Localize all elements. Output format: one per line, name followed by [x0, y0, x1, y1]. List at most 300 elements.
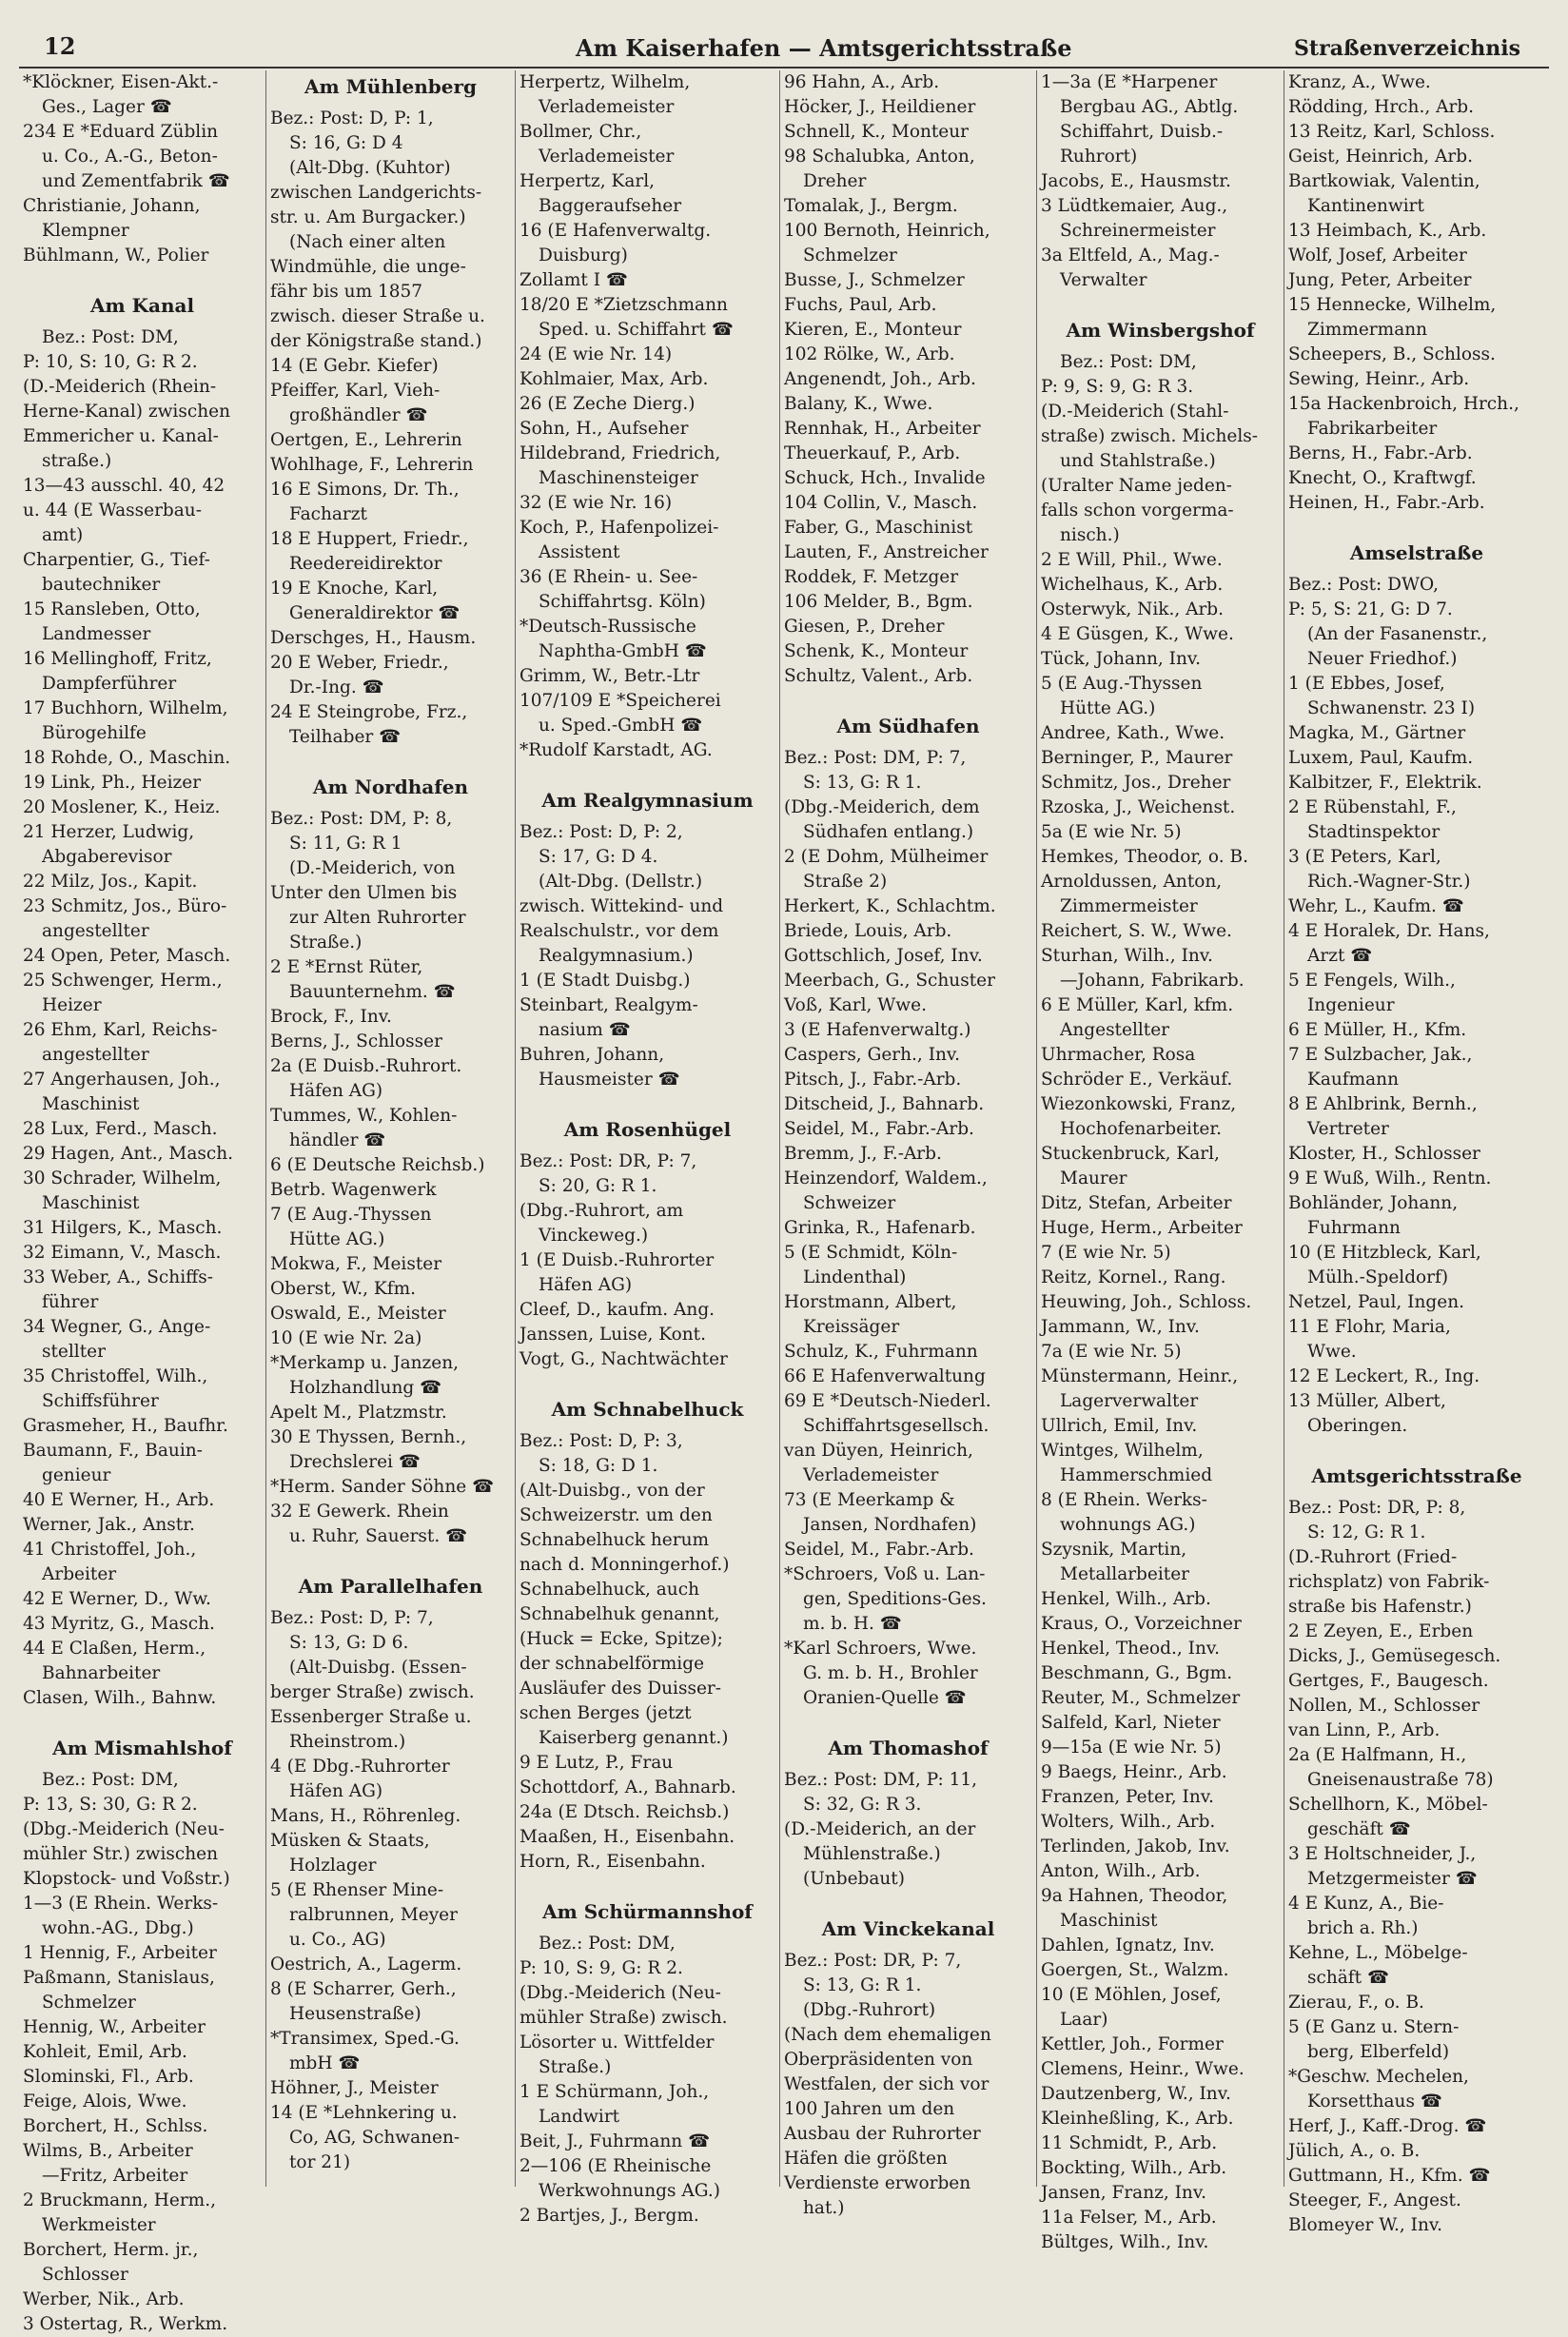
entry-line: *Transimex, Sped.-G. [270, 2029, 460, 2049]
entry-continuation: bautechniker [42, 575, 161, 595]
entry-continuation: u. Co., AG) [289, 1930, 386, 1950]
entry-line: 34 Wegner, G., Ange- [23, 1317, 211, 1337]
entry-continuation: S: 20, G: R 1. [539, 1176, 657, 1196]
entry-line: Sturhan, Wilh., Inv. [1041, 946, 1213, 966]
entry-continuation: Dampferführer [42, 674, 177, 694]
entry-line: 15 Hennecke, Wilhelm, [1288, 295, 1497, 315]
entry-line: 106 Melder, B., Bgm. [784, 592, 973, 612]
entry-line: Berns, J., Schlosser [270, 1031, 442, 1051]
entry-line: 40 E Werner, H., Arb. [23, 1490, 215, 1510]
entry-continuation: S: 12, G: R 1. [1307, 1522, 1426, 1542]
entry-continuation: Verlademeister [803, 1465, 939, 1485]
entry-line: Koch, P., Hafenpolizei- [519, 518, 719, 538]
entry-line: str. u. Am Burgacker.) [270, 207, 466, 227]
entry-line: Zollamt I ☎ [519, 270, 628, 290]
entry-line: Seidel, M., Fabr.-Arb. [784, 1540, 974, 1560]
column-1 [19, 70, 266, 2334]
entry-line: Lauten, F., Anstreicher [784, 542, 989, 562]
entry-continuation: Ges., Lager ☎ [42, 97, 172, 117]
entry-line: Giesen, P., Dreher [784, 617, 945, 637]
entry-line: Jacobs, E., Hausmstr. [1041, 171, 1231, 191]
entry-line: 2—106 (E Rheinische [519, 2156, 712, 2176]
entry-line: Schnabelhuck herum [519, 1530, 710, 1550]
entry-line: Blomeyer W., Inv. [1288, 2215, 1443, 2235]
entry-line: mühler Str.) zwischen [23, 1844, 218, 1864]
street-heading: Am Nordhafen [312, 776, 469, 798]
entry-continuation: (Dbg.-Ruhrort) [803, 2000, 936, 2020]
entry-line: 104 Collin, V., Masch. [784, 493, 978, 513]
entry-line: Dautzenberg, W., Inv. [1041, 2084, 1231, 2104]
entry-line: Kloster, H., Schlosser [1288, 1144, 1480, 1164]
entry-line: Schenk, K., Monteur [784, 641, 969, 661]
entry-line: Schulz, K., Fuhrmann [784, 1342, 978, 1362]
street-heading: Am Parallelhafen [298, 1575, 483, 1598]
street-heading: Am Schnabelhuck [551, 1398, 744, 1421]
entry-line: 10 (E wie Nr. 2a) [270, 1328, 422, 1348]
entry-line: Janssen, Luise, Kont. [519, 1325, 706, 1345]
entry-line: Gottschlich, Josef, Inv. [784, 946, 983, 966]
column-container [19, 70, 1549, 2334]
entry-continuation: nasium ☎ [539, 1020, 631, 1040]
entry-line: *Schroers, Voß u. Lan- [784, 1564, 986, 1584]
entry-line: Bartkowiak, Valentin, [1288, 171, 1480, 191]
entry-line: 25 Schwenger, Herm., [23, 971, 223, 991]
entry-continuation: zur Alten Ruhrorter [289, 908, 466, 928]
entry-line: Balany, K., Wwe. [784, 394, 933, 414]
entry-line: *Rudolf Karstadt, AG. [519, 740, 713, 760]
entry-continuation: Kantinenwirt [1307, 196, 1424, 216]
entry-line: Reuter, M., Schmelzer [1041, 1688, 1241, 1708]
entry-line: Voß, Karl, Wwe. [784, 995, 927, 1015]
entry-line: 1—3a (E *Harpener [1041, 72, 1218, 92]
entry-line: zwisch. Wittekind- und [519, 896, 724, 916]
entry-line: P: 5, S: 21, G: D 7. [1288, 599, 1453, 619]
entry-line: 26 Ehm, Karl, Reichs- [23, 1020, 218, 1040]
entry-line: der schnabelförmige [519, 1654, 705, 1674]
entry-line: Realschulstr., vor dem [519, 921, 719, 941]
entry-continuation: berg, Elberfeld) [1307, 2042, 1450, 2062]
entry-line: Tummes, W., Kohlen- [270, 1106, 458, 1126]
entry-line: Hennig, W., Arbeiter [23, 2017, 206, 2037]
entry-line: 1 E Schürmann, Joh., [519, 2082, 710, 2102]
entry-continuation: Dreher [803, 171, 867, 191]
entry-continuation: Schreinermeister [1060, 221, 1216, 241]
entry-line: Emmericher u. Kanal- [23, 426, 219, 446]
entry-continuation: brich a. Rh.) [1307, 1918, 1419, 1938]
entry-continuation: Bez.: Post: DM, [539, 1934, 676, 1954]
entry-line: Pitsch, J., Fabr.-Arb. [784, 1070, 962, 1090]
entry-continuation: Straße.) [539, 2057, 612, 2077]
entry-continuation: gen, Speditions-Ges. [803, 1589, 987, 1609]
entry-line: Arnoldussen, Anton, [1041, 872, 1223, 892]
entry-line: Jung, Peter, Arbeiter [1288, 270, 1472, 290]
entry-line: Henkel, Wilh., Arb. [1041, 1589, 1211, 1609]
entry-line: (Dbg.-Ruhrort, am [519, 1201, 684, 1221]
entry-line: 3 (E Peters, Karl, [1288, 847, 1441, 867]
entry-line: (Dbg.-Meiderich (Neu- [519, 1983, 721, 2003]
entry-line: Ausbau der Ruhrorter [784, 2124, 981, 2144]
entry-line: Steinbart, Realgym- [519, 995, 698, 1015]
entry-line: Brock, F., Inv. [270, 1007, 392, 1027]
entry-line: Roddek, F. Metzger [784, 567, 959, 587]
entry-line: Borchert, H., Schlss. [23, 2116, 208, 2136]
entry-line: 96 Hahn, A., Arb. [784, 72, 940, 92]
entry-continuation: Mühlenstraße.) [803, 1844, 941, 1864]
entry-continuation: Assistent [539, 542, 620, 562]
entry-line: Terlinden, Jakob, Inv. [1041, 1836, 1230, 1856]
entry-continuation: Co, AG, Schwanen- [289, 2128, 461, 2148]
entry-line: Bez.: Post: DR, P: 8, [1288, 1498, 1466, 1518]
entry-continuation: Maurer [1060, 1168, 1127, 1188]
entry-line: Fuchs, Paul, Arb. [784, 295, 937, 315]
entry-line: Grasmeher, H., Baufhr. [23, 1416, 228, 1436]
entry-line: Heinzendorf, Waldem., [784, 1168, 988, 1188]
entry-continuation: Werkwohnungs AG.) [539, 2181, 720, 2201]
entry-line: Oswald, E., Meister [270, 1304, 446, 1324]
entry-line: 2a (E Halfmann, H., [1288, 1745, 1467, 1765]
entry-line: 15a Hackenbroich, Hrch., [1288, 394, 1519, 414]
entry-continuation: Rich.-Wagner-Str.) [1307, 872, 1471, 892]
entry-line: 1 (E Ebbes, Josef, [1288, 674, 1445, 694]
street-heading: Amtsgerichtsstraße [1311, 1464, 1522, 1487]
entry-line: (Dbg.-Meiderich, dem [784, 797, 980, 817]
entry-line: 20 E Weber, Friedr., [270, 653, 449, 673]
entry-continuation: Klempner [42, 221, 129, 241]
entry-line: 10 (E Hitzbleck, Karl, [1288, 1243, 1481, 1263]
entry-line: mühler Straße) zwisch. [519, 2008, 728, 2028]
entry-line: berger Straße) zwisch. [270, 1682, 475, 1702]
entry-continuation: Ingenieur [1307, 995, 1395, 1015]
entry-line: Steeger, F., Angest. [1288, 2190, 1461, 2210]
entry-line: Schuck, Hch., Invalide [784, 468, 986, 488]
entry-line: 5a (E wie Nr. 5) [1041, 822, 1182, 842]
entry-continuation: Hausmeister ☎ [539, 1070, 680, 1090]
street-heading: Amselstraße [1349, 541, 1484, 564]
entry-continuation: u. Sped.-GmbH ☎ [539, 716, 703, 736]
entry-line: 10 (E Möhlen, Josef, [1041, 1985, 1222, 2005]
entry-line: 2 Bruckmann, Herm., [23, 2190, 216, 2210]
entry-line: Ullrich, Emil, Inv. [1041, 1416, 1198, 1436]
entry-line: Werber, Nik., Arb. [23, 2289, 185, 2309]
entry-continuation: Maschinensteiger [539, 468, 698, 488]
entry-continuation: Angestellter [1060, 1020, 1170, 1040]
entry-continuation: Zimmermann [1307, 320, 1428, 340]
entry-line: 102 Rölke, W., Arb. [784, 344, 955, 364]
entry-line: 18/20 E *Zietzschmann [519, 295, 728, 315]
entry-continuation: Abgaberevisor [42, 847, 172, 867]
entry-line: schen Berges (jetzt [519, 1703, 692, 1723]
entry-line: 5 (E Schmidt, Köln- [784, 1243, 958, 1263]
entry-continuation: Hütte AG.) [1060, 698, 1156, 718]
entry-line: Unter den Ulmen bis [270, 883, 458, 903]
entry-continuation: Häfen AG) [289, 1081, 383, 1101]
entry-continuation: Schiffahrtsgesellsch. [803, 1416, 990, 1436]
entry-line: 42 E Werner, D., Ww. [23, 1589, 211, 1609]
entry-line: zwisch. dieser Straße u. [270, 306, 485, 326]
entry-line: Rennhak, H., Arbeiter [784, 419, 981, 439]
entry-continuation: Lagerverwalter [1060, 1391, 1199, 1411]
entry-line: Schnabelhuck, auch [519, 1580, 699, 1600]
entry-line: Charpentier, G., Tief- [23, 550, 210, 570]
entry-continuation: Straße 2) [803, 872, 888, 892]
column-5 [1037, 70, 1284, 2252]
entry-line: Bez.: Post: DR, P: 7, [784, 1951, 962, 1971]
entry-line: Knecht, O., Kraftwgf. [1288, 468, 1477, 488]
entry-line: Szysnik, Martin, [1041, 1540, 1187, 1560]
entry-line: (D.-Meiderich, an der [784, 1819, 976, 1839]
entry-continuation: geschäft ☎ [1307, 1819, 1411, 1839]
entry-line: 7 (E Aug.-Thyssen [270, 1205, 432, 1225]
entry-continuation: Holzhandlung ☎ [289, 1378, 442, 1398]
entry-continuation: Werkmeister [42, 2215, 156, 2235]
entry-continuation: u. Ruhr, Sauerst. ☎ [289, 1526, 468, 1546]
entry-line: Franzen, Peter, Inv. [1041, 1787, 1214, 1807]
entry-line: 30 E Thyssen, Bernh., [270, 1427, 467, 1447]
entry-continuation: Kaufmann [1307, 1070, 1400, 1090]
entry-line: Clemens, Heinr., Wwe. [1041, 2059, 1245, 2079]
entry-continuation: großhändler ☎ [289, 405, 428, 425]
entry-line: Beit, J., Fuhrmann ☎ [519, 2131, 711, 2151]
entry-line: Heinen, H., Fabr.-Arb. [1288, 493, 1485, 513]
street-heading: Am Vinckekanal [821, 1917, 995, 1940]
entry-line: Wolf, Josef, Arbeiter [1288, 245, 1467, 265]
entry-line: Luxem, Paul, Kaufm. [1288, 748, 1474, 768]
entry-line: Bez.: Post: DR, P: 7, [519, 1151, 697, 1171]
entry-line: 24 Open, Peter, Masch. [23, 946, 231, 966]
entry-line: 8 (E Rhein. Werks- [1041, 1490, 1207, 1510]
entry-line: 43 Myritz, G., Masch. [23, 1614, 215, 1634]
entry-line: fähr bis um 1857 [270, 282, 423, 302]
entry-continuation: nisch.) [1060, 525, 1120, 545]
entry-line: 7 E Sulzbacher, Jak., [1288, 1045, 1473, 1065]
entry-line: Busse, J., Schmelzer [784, 270, 965, 290]
entry-line: Kranz, A., Wwe. [1288, 72, 1431, 92]
entry-line: 5 (E Aug.-Thyssen [1041, 674, 1203, 694]
entry-line: Bühlmann, W., Polier [23, 245, 209, 265]
entry-line: Schweizerstr. um den [519, 1505, 713, 1525]
entry-line: 13 Reitz, Karl, Schloss. [1288, 122, 1496, 142]
entry-line: Stuckenbruck, Karl, [1041, 1144, 1220, 1164]
entry-line: 15 Ransleben, Otto, [23, 599, 201, 619]
entry-line: Kieren, E., Monteur [784, 320, 962, 340]
entry-line: Berninger, P., Maurer [1041, 748, 1233, 768]
entry-line: Kehne, L., Möbelge- [1288, 1943, 1468, 1963]
entry-line: Bültges, Wilh., Inv. [1041, 2232, 1209, 2252]
entry-line: 5 (E Ganz u. Stern- [1288, 2017, 1460, 2037]
entry-continuation: (D.-Meiderich, von [289, 858, 456, 878]
entry-line: 16 E Simons, Dr. Th., [270, 480, 460, 500]
entry-line: P: 9, S: 9, G: R 3. [1041, 377, 1194, 397]
entry-continuation: Schweizer [803, 1193, 896, 1213]
entry-continuation: Bez.: Post: DM, [1060, 352, 1197, 372]
entry-line: Seidel, M., Fabr.-Arb. [784, 1119, 974, 1139]
entry-continuation: Schiffsführer [42, 1391, 159, 1411]
entry-line: Herkert, K., Schlachtm. [784, 896, 996, 916]
entry-line: Sewing, Heinr., Arb. [1288, 369, 1470, 389]
entry-line: 2 E Rübenstahl, F., [1288, 797, 1457, 817]
entry-line: Tomalak, J., Bergm. [784, 196, 958, 216]
entry-line: Clasen, Wilh., Bahnw. [23, 1688, 217, 1708]
entry-line: *Karl Schroers, Wwe. [784, 1639, 977, 1659]
entry-line: Schröder E., Verkäuf. [1041, 1070, 1233, 1090]
entry-continuation: u. Co., A.-G., Beton- [42, 147, 218, 167]
entry-line: Bockting, Wilh., Arb. [1041, 2158, 1227, 2178]
entry-line: Borchert, Herm. jr., [23, 2240, 199, 2260]
entry-continuation: Realgymnasium.) [539, 946, 694, 966]
entry-line: 22 Milz, Jos., Kapit. [23, 872, 198, 892]
entry-line: Angenendt, Joh., Arb. [784, 369, 976, 389]
entry-line: 98 Schalubka, Anton, [784, 147, 975, 167]
street-heading: Am Südhafen [836, 715, 980, 737]
entry-line: 18 Rohde, O., Maschin. [23, 748, 231, 768]
entry-line: Rödding, Hrch., Arb. [1288, 97, 1475, 117]
entry-continuation: Verlademeister [539, 97, 675, 117]
entry-continuation: Heusenstraße) [289, 2004, 421, 2024]
entry-line: Westfalen, der sich vor [784, 2074, 990, 2094]
entry-line: Baumann, F., Bauin- [23, 1441, 203, 1461]
entry-line: 1—3 (E Rhein. Werks- [23, 1894, 219, 1914]
entry-line: zwischen Landgerichts- [270, 183, 482, 203]
entry-line: 36 (E Rhein- u. See- [519, 567, 698, 587]
entry-line: Sohn, H., Aufseher [519, 419, 689, 439]
entry-continuation: S: 13, G: R 1. [803, 1975, 922, 1995]
entry-continuation: Südhafen entlang.) [803, 822, 974, 842]
entry-continuation: Verwalter [1060, 270, 1147, 290]
entry-line: u. 44 (E Wasserbau- [23, 501, 202, 520]
entry-line: 13—43 ausschl. 40, 42 [23, 476, 225, 496]
entry-line: 3 E Holtschneider, J., [1288, 1844, 1477, 1864]
entry-continuation: und Stahlstraße.) [1060, 451, 1216, 471]
entry-line: 2a (E Duisb.-Ruhrort. [270, 1056, 462, 1076]
entry-line: 16 Mellinghoff, Fritz, [23, 649, 212, 669]
entry-continuation: Landwirt [539, 2107, 620, 2127]
entry-line: Tück, Johann, Inv. [1041, 649, 1202, 669]
entry-continuation: —Johann, Fabrikarb. [1060, 971, 1245, 991]
entry-line: Oberpräsidenten von [784, 2050, 973, 2070]
entry-line: 18 E Huppert, Friedr., [270, 529, 469, 549]
entry-continuation: Maschinist [1060, 1911, 1158, 1931]
entry-line: 35 Christoffel, Wilh., [23, 1366, 208, 1386]
entry-continuation: Neuer Friedhof.) [1307, 649, 1458, 669]
entry-line: Bez.: Post: D, P: 2, [519, 822, 683, 842]
entry-line: 4 E Kunz, A., Bie- [1288, 1894, 1444, 1914]
entry-continuation: Landmesser [42, 624, 151, 644]
entry-line: Christianie, Johann, [23, 196, 201, 216]
entry-line: 7a (E wie Nr. 5) [1041, 1342, 1182, 1362]
entry-continuation: mbH ☎ [289, 2053, 361, 2073]
entry-line: Huge, Herm., Arbeiter [1041, 1218, 1243, 1238]
entry-line: Briede, Louis, Arb. [784, 921, 952, 941]
entry-continuation: —Fritz, Arbeiter [42, 2166, 188, 2186]
entry-continuation: G. m. b. H., Brohler [803, 1663, 978, 1683]
entry-line: 29 Hagen, Ant., Masch. [23, 1144, 234, 1164]
entry-continuation: stellter [42, 1342, 106, 1362]
entry-line: 32 Eimann, V., Masch. [23, 1243, 222, 1263]
entry-continuation: Facharzt [289, 504, 367, 524]
entry-line: Schultz, Valent., Arb. [784, 666, 973, 686]
entry-line: 6 (E Deutsche Reichsb.) [270, 1155, 485, 1175]
entry-line: Reitz, Kornel., Rang. [1041, 1267, 1226, 1287]
entry-line: P: 13, S: 30, G: R 2. [23, 1795, 198, 1815]
entry-line: Henkel, Theod., Inv. [1041, 1639, 1221, 1659]
entry-line: Schmitz, Jos., Dreher [1041, 773, 1231, 793]
entry-line: 19 Link, Ph., Heizer [23, 773, 202, 793]
entry-line: Mans, H., Röhrenleg. [270, 1806, 461, 1826]
entry-line: (Huck = Ecke, Spitze); [519, 1629, 723, 1649]
entry-line: Oestrich, A., Lagerm. [270, 1954, 462, 1974]
entry-line: Kalbitzer, F., Elektrik. [1288, 773, 1482, 793]
entry-line: Bollmer, Chr., [519, 122, 642, 142]
entry-line: Beschmann, G., Bgm. [1041, 1663, 1233, 1683]
entry-line: Jammann, W., Inv. [1041, 1317, 1200, 1337]
entry-continuation: Teilhaber ☎ [289, 727, 402, 747]
entry-line: Höhner, J., Meister [270, 2078, 439, 2098]
entry-line: (Dbg.-Meiderich (Neu- [23, 1819, 225, 1839]
entry-line: 9 E Wuß, Wilh., Rentn. [1288, 1168, 1492, 1188]
entry-line: 66 E Hafenverwaltung [784, 1366, 986, 1386]
entry-continuation: S: 32, G: R 3. [803, 1795, 922, 1815]
entry-line: Reichert, S. W., Wwe. [1041, 921, 1232, 941]
entry-continuation: Bahnarbeiter [42, 1663, 161, 1683]
entry-continuation: Arbeiter [42, 1564, 117, 1584]
entry-continuation: Kaiserberg genannt.) [539, 1728, 729, 1748]
street-heading: Am Mismahlshof [52, 1737, 232, 1759]
page-header [19, 30, 1549, 69]
entry-continuation: genieur [42, 1465, 111, 1485]
entry-line: 41 Christoffel, Joh., [23, 1540, 197, 1560]
column-6 [1284, 70, 1549, 2235]
entry-continuation: Reedereidirektor [289, 554, 442, 574]
entry-line: Netzel, Paul, Ingen. [1288, 1292, 1464, 1312]
entry-line: Grinka, R., Hafenarb. [784, 1218, 976, 1238]
entry-line: Wilms, B., Arbeiter [23, 2141, 193, 2161]
entry-line: (Uralter Name jeden- [1041, 476, 1232, 496]
entry-line: Grimm, W., Betr.-Ltr [519, 666, 700, 686]
entry-line: Schnell, K., Monteur [784, 122, 970, 142]
entry-line: 2 E Zeyen, E., Erben [1288, 1621, 1474, 1641]
entry-continuation: angestellter [42, 1045, 149, 1065]
entry-line: 2 (E Dohm, Mülheimer [784, 847, 989, 867]
entry-continuation: Heizer [42, 995, 102, 1015]
entry-line: Caspers, Gerh., Inv. [784, 1045, 961, 1065]
entry-line: 69 E *Deutsch-Niederl. [784, 1391, 991, 1411]
entry-continuation: Kreissäger [803, 1317, 900, 1337]
entry-continuation: (Unbebaut) [803, 1869, 905, 1889]
entry-line: 3a Eltfeld, A., Mag.- [1041, 245, 1220, 265]
entry-continuation: Hütte AG.) [289, 1229, 385, 1249]
entry-continuation: Bez.: Post: DM, [42, 1770, 179, 1790]
entry-line: Wintges, Wilhelm, [1041, 1441, 1204, 1461]
entry-continuation: Hammerschmied [1060, 1465, 1213, 1485]
entry-continuation: Metzgermeister ☎ [1307, 1869, 1478, 1889]
entry-line: Goergen, St., Walzm. [1041, 1960, 1229, 1980]
entry-continuation: S: 13, G: R 1. [803, 773, 922, 793]
entry-line: Wohlhage, F., Lehrerin [270, 455, 474, 475]
entry-line: 27 Angerhausen, Joh., [23, 1070, 221, 1090]
entry-line: Wolters, Wilh., Arb. [1041, 1812, 1216, 1832]
entry-line: Cleef, D., kaufm. Ang. [519, 1300, 715, 1320]
entry-line: 32 E Gewerk. Rhein [270, 1502, 449, 1522]
entry-continuation: Oranien-Quelle ☎ [803, 1688, 967, 1708]
entry-continuation: Sped. u. Schiffahrt ☎ [539, 320, 734, 340]
entry-line: 8 (E Scharrer, Gerh., [270, 1979, 457, 1999]
entry-line: 1 (E Stadt Duisbg.) [519, 971, 691, 991]
entry-line: Wehr, L., Kaufm. ☎ [1288, 896, 1464, 916]
entry-line: Mokwa, F., Meister [270, 1254, 442, 1274]
entry-line: 16 (E Hafenverwaltg. [519, 221, 712, 241]
entry-line: Guttmann, H., Kfm. ☎ [1288, 2166, 1491, 2186]
street-heading: Am Schürmannshof [542, 1900, 753, 1923]
